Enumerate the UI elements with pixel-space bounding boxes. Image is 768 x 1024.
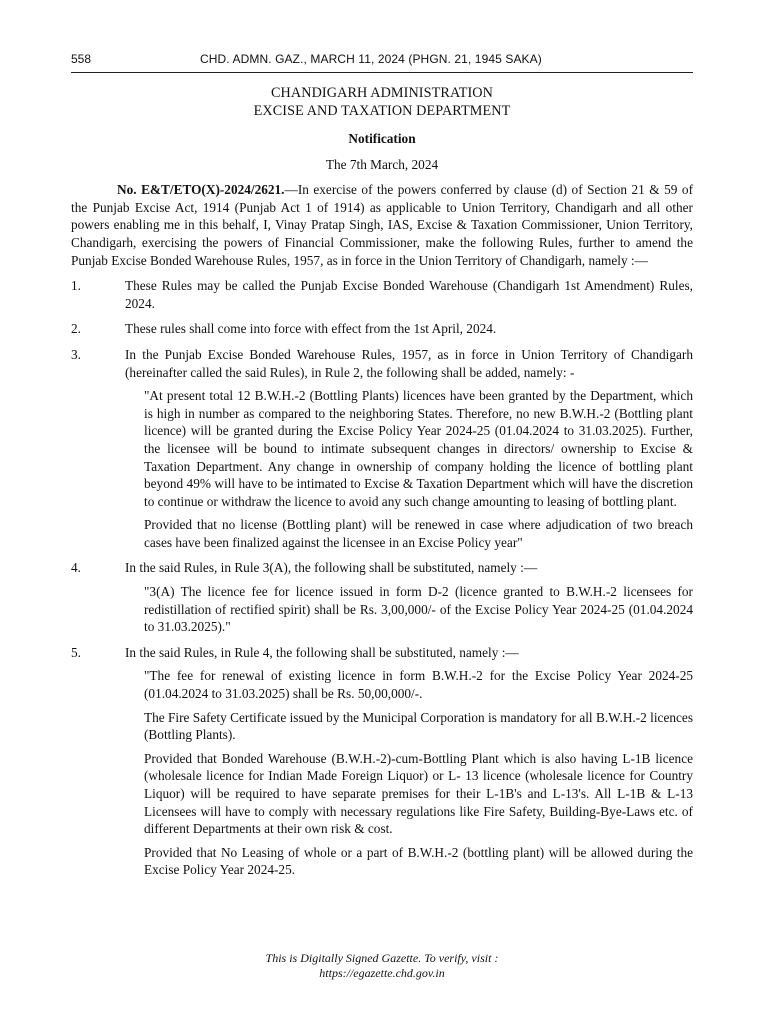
intro-text: —In exercise of the powers conferred by clause (d) of Section 21 & 59 of the Punjab Excise Act, 1914 (Punjab Act 1 of 1914) as applicable to Union Territory, Chandigarh and all other powers enabling me in this behalf, I, Vinay Pratap Singh, IAS, Excise & Taxation Commissioner, Union Territory, Chandigarh, exercising the powers of Financial Commissioner, make the following Rules, further to amend the Punjab Excise Bonded Warehouse Rules, 1957, as in force in the Union Territory of Chandigarh, namely :— — [71, 182, 693, 268]
item-text: These rules shall come into force with effect from the 1st April, 2024. — [125, 321, 497, 337]
page-number: 558 — [71, 52, 92, 66]
item-number: 2. — [71, 321, 81, 337]
footer-url: https://egazette.chd.gov.in — [319, 966, 445, 980]
intro-paragraph — [71, 181, 693, 269]
quoted-rule-text: "3(A) The licence fee for licence issued in form D-2 (licence granted to B.W.H.-2 licensees for redistillation of rectified spirit) shall be Rs. 3,00,000/- of the Excise Policy Year 2024-25 (01.04.2024 to 31.03.2025)." — [144, 584, 693, 635]
quoted-proviso: Provided that No Leasing of whole or a part of B.W.H.-2 (bottling plant) will be allowed during the Excise Policy Year 2024-25. — [144, 844, 693, 878]
notification-body — [71, 84, 693, 879]
notification-date: The 7th March, 2024 — [325, 156, 439, 172]
quoted-rule-text: The Fire Safety Certificate issued by the Municipal Corporation is mandatory for all B.W.H.-2 licences (Bottling Plants). — [144, 709, 693, 743]
page-header — [71, 50, 693, 73]
footer-verification-note: This is Digitally Signed Gazette. To verify, visit : — [265, 951, 499, 965]
quoted-rule-text: "The fee for renewal of existing licence in form B.W.H.-2 for the Excise Policy Year 2024-25 (01.04.2024 to 31.03.2025) shall be Rs. 50,00,000/-. — [144, 668, 693, 702]
item-text: These Rules may be called the Punjab Excise Bonded Warehouse (Chandigarh 1st Amendment) Rules, 2024. — [125, 278, 693, 311]
department-name: EXCISE AND TAXATION DEPARTMENT — [253, 103, 511, 119]
page-footer — [71, 951, 693, 981]
item-number: 4. — [71, 560, 81, 576]
rule-item — [71, 644, 693, 879]
rule-item — [71, 346, 693, 552]
item-text: In the said Rules, in Rule 3(A), the following shall be substituted, namely :— — [125, 560, 538, 576]
rule-item — [71, 320, 693, 338]
org-name: CHANDIGARH ADMINISTRATION — [270, 85, 493, 101]
notification-reference: No. E&T/ETO(X)-2024/2621. — [117, 182, 285, 198]
item-number: 1. — [71, 278, 81, 294]
quoted-proviso: Provided that Bonded Warehouse (B.W.H.-2)-cum-Bottling Plant which is also having L-1B licence (wholesale licence for Indian Made Foreign Liquor) or L- 13 licence (wholesale licence for Country Liquor) will be required to have separate premises for their L-1B's and L-13's. All L-1B & L-13 Licensees will have to comply with necessary regulations like Fire Safety, Building-Bye-Laws etc. of different Departments at their own risk & cost. — [144, 750, 693, 837]
rule-item — [71, 559, 693, 635]
item-number: 5. — [71, 644, 81, 660]
notification-title: Notification — [348, 131, 416, 146]
gazette-page — [71, 0, 693, 1024]
quoted-rule-text: "At present total 12 B.W.H.-2 (Bottling Plants) licences have been granted by the Department, which is high in number as compared to the neighboring States. Therefore, no new B.W.H.-2 (Bottling plant licence) will be granted during the Excise Policy Year 2024-25 (01.04.2024 to 31.03.2025). Further, the licensee will be bound to intimate subsequent changes in directors/ ownership to Excise & Taxation Department. Any change in ownership of company holding the licence of bottling plant beyond 49% will have to be intimated to Excise & Taxation Department which will have the discretion to continue or withdraw the licence to avoid any such change amounting to leasing of bottling plant. — [144, 388, 693, 509]
item-text: In the Punjab Excise Bonded Warehouse Rules, 1957, as in force in Union Territory of Chandigarh (hereinafter called the said Rules), in Rule 2, the following shall be added, namely: - — [125, 346, 693, 380]
item-text: In the said Rules, in Rule 4, the following shall be substituted, namely :— — [125, 644, 519, 660]
item-number: 3. — [71, 346, 81, 362]
quoted-proviso: Provided that no license (Bottling plant) will be renewed in case where adjudication of two breach cases have been finalized against the licensee in an Excise Policy year" — [144, 517, 693, 550]
rule-item — [71, 277, 693, 312]
gazette-header-line: CHD. ADMN. GAZ., MARCH 11, 2024 (PHGN. 21, 1945 SAKA) — [200, 52, 542, 66]
